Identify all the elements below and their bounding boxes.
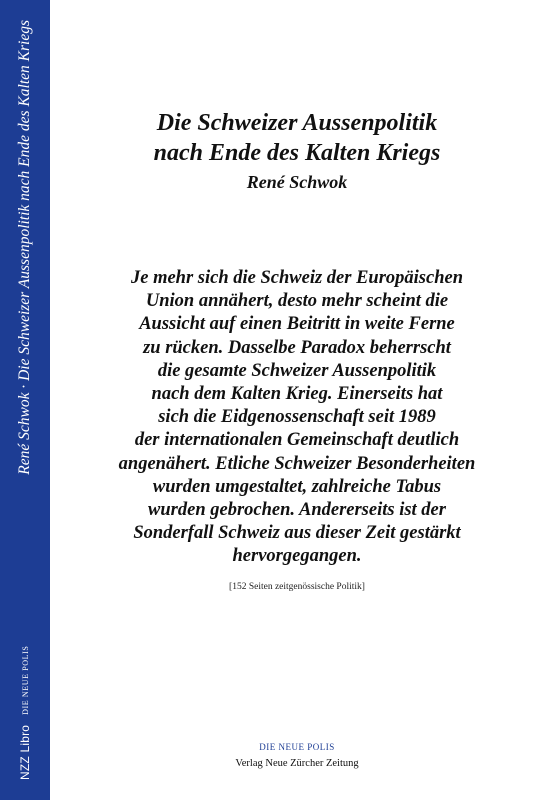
blurb-line: hervorgegangen. bbox=[232, 546, 362, 567]
spine-imprint: NZZ Libro bbox=[18, 724, 32, 780]
blurb-line: der internationalen Gemeinschaft deutlich bbox=[134, 430, 460, 451]
book-title bbox=[50, 108, 544, 168]
blurb-line: sich die Eidgenossenschaft seit 1989 bbox=[158, 407, 436, 428]
blurb-line: wurden umgestaltet, zahlreiche Tabus bbox=[152, 476, 442, 497]
blurb-line: Je mehr sich die Schweiz der Europäischen bbox=[131, 268, 463, 288]
book-title-line-1: Die Schweizer Aussenpolitik bbox=[156, 110, 438, 136]
page-count-note: [152 Seiten zeitgenössische Politik] bbox=[229, 582, 365, 592]
blurb-line: Aussicht auf einen Beitritt in weite Ferne bbox=[139, 314, 455, 335]
blurb-line: zu rücken. Dasselbe Paradox beherrscht bbox=[143, 337, 451, 358]
book-author: René Schwok bbox=[246, 172, 348, 192]
blurb-line: die gesamte Schweizer Aussenpolitik bbox=[157, 360, 437, 381]
book-title-line-2: nach Ende des Kalten Kriegs bbox=[153, 140, 441, 166]
blurb-line: Union annähert, desto mehr scheint die bbox=[145, 291, 449, 312]
spine-imprint-group bbox=[18, 646, 32, 780]
blurb-line: nach dem Kalten Krieg. Einerseits hat bbox=[151, 384, 443, 405]
publisher-name: Verlag Neue Zürcher Zeitung bbox=[235, 758, 359, 769]
blurb-text bbox=[50, 267, 544, 569]
blurb-line: Sonderfall Schweiz aus dieser Zeit gestärkt bbox=[133, 523, 461, 544]
series-name: DIE NEUE POLIS bbox=[259, 742, 335, 752]
blurb-line: wurden gebrochen. Andererseits ist der bbox=[148, 500, 446, 521]
spine-series: DIE NEUE POLIS bbox=[20, 645, 30, 715]
spine-title: René Schwok · Die Schweizer Aussenpolitik nach Ende des Kalten Kriegs bbox=[16, 20, 33, 475]
spine-text-row bbox=[10, 20, 40, 780]
blurb-line: angenähert. Etliche Schweizer Besonderheiten bbox=[118, 453, 476, 474]
cover-spine bbox=[0, 0, 50, 800]
